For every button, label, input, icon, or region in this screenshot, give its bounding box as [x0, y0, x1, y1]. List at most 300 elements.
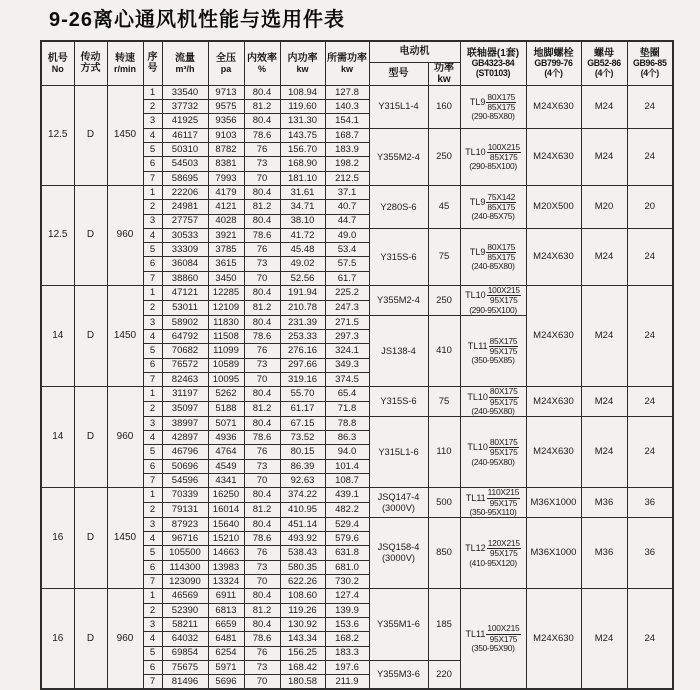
cell-speed: 1450 — [107, 286, 143, 387]
col-header-power-required — [325, 41, 369, 85]
col-header-nut — [581, 41, 627, 85]
cell-seq: 3 — [143, 416, 162, 430]
cell-power-required: 57.5 — [325, 257, 369, 271]
cell-power-internal: 61.17 — [280, 401, 325, 416]
cell-seq: 7 — [143, 372, 162, 386]
cell-flow: 70682 — [162, 344, 208, 358]
cell-seq: 7 — [143, 675, 162, 689]
cell-flow: 64792 — [162, 329, 208, 343]
cell-efficiency: 76 — [244, 243, 280, 257]
cell-power-required: 198.2 — [325, 157, 369, 171]
cell-pressure: 3921 — [208, 228, 244, 242]
cell-flow: 38997 — [162, 416, 208, 430]
motor-voltage-line: (3000V) — [381, 553, 416, 564]
cell-pressure: 16250 — [208, 488, 244, 503]
coupling-fraction-top: 80X175 — [489, 436, 518, 447]
cell-flow: 54503 — [162, 157, 208, 171]
header-line: m³/h — [175, 63, 195, 74]
cell-power-required: 140.3 — [325, 100, 369, 114]
coupling-note: (290-95X100) — [469, 304, 517, 315]
cell-flow: 54596 — [162, 473, 208, 487]
cell-power-internal: 38.10 — [280, 214, 325, 228]
cell-coupling — [460, 488, 526, 518]
cell-efficiency: 70 — [244, 271, 280, 285]
cell-power-required: 579.6 — [325, 532, 369, 546]
motor-model-line: JSQ158-4 — [377, 542, 420, 553]
cell-pressure: 3450 — [208, 271, 244, 285]
coupling-model: TL9 — [469, 196, 486, 207]
cell-nut: M24 — [581, 286, 627, 387]
cell-power-required: 168.2 — [325, 632, 369, 646]
cell-efficiency: 80.4 — [244, 589, 280, 603]
cell-efficiency: 78.6 — [244, 128, 280, 142]
cell-nut: M36 — [581, 517, 627, 588]
cell-power-required: 271.5 — [325, 315, 369, 329]
header-line: 螺母 — [594, 48, 614, 59]
table-row — [41, 85, 673, 99]
header-line: 方式 — [80, 63, 101, 75]
cell-efficiency: 80.4 — [244, 416, 280, 430]
cell-flow: 114300 — [162, 560, 208, 574]
cell-flow: 69854 — [162, 646, 208, 660]
cell-drive: D — [74, 85, 107, 185]
cell-power-internal: 410.95 — [280, 503, 325, 518]
cell-efficiency: 73 — [244, 157, 280, 171]
cell-efficiency: 80.4 — [244, 617, 280, 631]
coupling-fraction — [486, 243, 516, 263]
cell-pressure: 4549 — [208, 459, 244, 473]
coupling-fraction-top: 100X215 — [487, 285, 520, 296]
cell-nut: M24 — [581, 387, 627, 417]
header-line: GB52-86 — [587, 58, 621, 69]
cell-pressure: 4121 — [208, 200, 244, 214]
fan-performance-table — [40, 40, 674, 690]
cell-flow: 30533 — [162, 228, 208, 242]
cell-efficiency: 76 — [244, 646, 280, 660]
cell-washer: 36 — [627, 517, 673, 588]
cell-pressure: 6481 — [208, 632, 244, 646]
cell-efficiency: 78.6 — [244, 228, 280, 242]
coupling-fraction-top: 80X175 — [487, 91, 516, 102]
coupling-model: TL11 — [465, 492, 486, 503]
cell-power-required: 631.8 — [325, 546, 369, 560]
cell-pressure: 6911 — [208, 589, 244, 603]
cell-power-internal: 34.71 — [280, 200, 325, 214]
motor-model-line: Y355M3-6 — [377, 669, 420, 680]
cell-flow: 52390 — [162, 603, 208, 617]
cell-power-internal: 319.16 — [280, 372, 325, 386]
cell-seq: 2 — [143, 603, 162, 617]
cell-power-internal: 181.10 — [280, 171, 325, 185]
cell-motor-power: 110 — [428, 416, 460, 487]
col-header-efficiency — [244, 41, 280, 85]
cell-pressure: 14663 — [208, 546, 244, 560]
cell-flow: 64032 — [162, 632, 208, 646]
cell-flow: 87923 — [162, 517, 208, 531]
cell-seq: 2 — [143, 300, 162, 315]
cell-seq: 4 — [143, 431, 162, 445]
cell-anchor-bolt: M24X630 — [526, 286, 581, 387]
cell-flow: 46117 — [162, 128, 208, 142]
cell-flow: 27757 — [162, 214, 208, 228]
coupling-spec — [461, 488, 526, 508]
cell-anchor-bolt: M24X630 — [526, 228, 581, 285]
cell-nut: M24 — [581, 416, 627, 487]
cell-seq: 5 — [143, 546, 162, 560]
cell-efficiency: 76 — [244, 546, 280, 560]
cell-efficiency: 70 — [244, 171, 280, 185]
cell-power-internal: 41.72 — [280, 228, 325, 242]
cell-speed: 1450 — [107, 488, 143, 589]
cell-efficiency: 73 — [244, 560, 280, 574]
cell-flow: 58902 — [162, 315, 208, 329]
cell-flow: 31197 — [162, 387, 208, 402]
cell-motor-model — [369, 517, 428, 588]
col-header-coupling — [460, 41, 526, 85]
cell-pressure: 5696 — [208, 675, 244, 689]
cell-fan-no: 12.5 — [41, 85, 74, 185]
coupling-fraction-top: 100X215 — [487, 141, 520, 152]
cell-efficiency: 80.4 — [244, 286, 280, 301]
cell-seq: 3 — [143, 315, 162, 329]
cell-nut: M24 — [581, 589, 627, 689]
cell-motor-model — [369, 85, 428, 128]
cell-power-required: 86.3 — [325, 431, 369, 445]
cell-efficiency: 76 — [244, 445, 280, 459]
cell-pressure: 9103 — [208, 128, 244, 142]
cell-coupling — [460, 315, 526, 386]
cell-power-internal: 131.30 — [280, 114, 325, 128]
cell-seq: 2 — [143, 100, 162, 114]
cell-power-required: 349.3 — [325, 358, 369, 372]
cell-power-required: 37.1 — [325, 185, 369, 199]
cell-speed: 960 — [107, 185, 143, 285]
cell-washer: 24 — [627, 128, 673, 185]
cell-flow: 37732 — [162, 100, 208, 114]
cell-power-internal: 168.90 — [280, 157, 325, 171]
motor-model-line: Y315L1-6 — [378, 446, 419, 457]
cell-power-required: 225.2 — [325, 286, 369, 301]
cell-pressure: 4028 — [208, 214, 244, 228]
cell-coupling — [460, 517, 526, 588]
header-line: (ST0103) — [475, 68, 511, 79]
cell-flow: 46569 — [162, 589, 208, 603]
cell-motor-model — [369, 589, 428, 660]
cell-washer: 36 — [627, 488, 673, 518]
cell-power-internal: 374.22 — [280, 488, 325, 503]
cell-pressure: 5188 — [208, 401, 244, 416]
cell-pressure: 16014 — [208, 503, 244, 518]
cell-pressure: 10589 — [208, 358, 244, 372]
cell-anchor-bolt: M24X630 — [526, 85, 581, 128]
cell-motor-power: 75 — [428, 387, 460, 417]
cell-nut: M24 — [581, 85, 627, 128]
header-line: (4个) — [594, 68, 614, 79]
coupling-fraction-bottom: 95X175 — [489, 548, 518, 559]
coupling-spec — [461, 93, 526, 113]
cell-power-internal: 31.61 — [280, 185, 325, 199]
coupling-note: (240-85X75) — [471, 211, 515, 222]
cell-power-required: 49.0 — [325, 228, 369, 242]
cell-seq: 2 — [143, 401, 162, 416]
coupling-fraction-bottom: 95X175 — [489, 396, 518, 407]
cell-power-required: 101.4 — [325, 459, 369, 473]
cell-fan-no: 16 — [41, 589, 74, 689]
coupling-fraction — [487, 286, 521, 306]
cell-seq: 7 — [143, 271, 162, 285]
cell-power-required: 71.8 — [325, 401, 369, 416]
cell-motor-power: 410 — [428, 315, 460, 386]
cell-anchor-bolt: M36X1000 — [526, 488, 581, 518]
cell-pressure: 3615 — [208, 257, 244, 271]
cell-flow: 33540 — [162, 85, 208, 99]
cell-seq: 5 — [143, 445, 162, 459]
cell-flow: 53011 — [162, 300, 208, 315]
cell-power-internal: 297.66 — [280, 358, 325, 372]
col-header-seq — [143, 41, 162, 85]
cell-anchor-bolt: M24X630 — [526, 416, 581, 487]
header-line: 垫圈 — [639, 48, 660, 59]
coupling-note: (290-85X100) — [469, 161, 517, 172]
cell-washer: 20 — [627, 185, 673, 228]
header-line: 所需功率 — [327, 52, 367, 64]
cell-pressure: 4764 — [208, 445, 244, 459]
coupling-note: (240-95X80) — [471, 405, 515, 416]
cell-pressure: 6813 — [208, 603, 244, 617]
cell-flow: 41925 — [162, 114, 208, 128]
cell-seq: 6 — [143, 660, 162, 674]
cell-washer: 24 — [627, 286, 673, 387]
coupling-fraction — [486, 93, 516, 113]
cell-seq: 3 — [143, 617, 162, 631]
coupling-model: TL10 — [467, 391, 488, 402]
coupling-spec — [461, 337, 526, 357]
coupling-fraction-bottom: 85X175 — [489, 151, 518, 162]
coupling-note: (240-85X80) — [471, 261, 515, 272]
cell-seq: 5 — [143, 143, 162, 157]
cell-drive: D — [74, 185, 107, 285]
cell-pressure: 11508 — [208, 329, 244, 343]
cell-pressure: 9575 — [208, 100, 244, 114]
motor-model-line: Y315L1-4 — [378, 101, 419, 112]
cell-flow: 47121 — [162, 286, 208, 301]
coupling-fraction-top: 80X175 — [487, 241, 516, 252]
header-line: 转速 — [115, 52, 135, 64]
header-line: 联轴器(1套) — [466, 48, 520, 59]
cell-anchor-bolt: M24X630 — [526, 387, 581, 417]
header-line: 内功率 — [287, 52, 318, 64]
cell-seq: 5 — [143, 646, 162, 660]
cell-coupling — [460, 85, 526, 128]
coupling-fraction — [489, 387, 519, 407]
cell-flow: 96716 — [162, 532, 208, 546]
cell-pressure: 7993 — [208, 171, 244, 185]
table-row — [41, 185, 673, 199]
cell-coupling — [460, 185, 526, 228]
cell-seq: 4 — [143, 329, 162, 343]
cell-power-internal: 180.58 — [280, 675, 325, 689]
cell-flow: 50696 — [162, 459, 208, 473]
cell-flow: 75675 — [162, 660, 208, 674]
cell-efficiency: 76 — [244, 344, 280, 358]
cell-power-required: 139.9 — [325, 603, 369, 617]
col-header-motor-group: 电动机 — [369, 41, 460, 62]
coupling-fraction — [486, 624, 520, 644]
cell-efficiency: 73 — [244, 358, 280, 372]
cell-power-internal: 108.60 — [280, 589, 325, 603]
cell-power-required: 212.5 — [325, 171, 369, 185]
motor-voltage-line: (3000V) — [381, 502, 416, 513]
cell-motor-power: 250 — [428, 128, 460, 185]
cell-motor-model — [369, 416, 428, 487]
cell-anchor-bolt: M36X1000 — [526, 517, 581, 588]
cell-motor-model — [369, 128, 428, 185]
cell-fan-no: 12.5 — [41, 185, 74, 285]
cell-efficiency: 70 — [244, 575, 280, 589]
cell-seq: 3 — [143, 114, 162, 128]
table-body — [41, 85, 673, 689]
cell-seq: 5 — [143, 344, 162, 358]
header-line: % — [257, 63, 266, 74]
cell-drive: D — [74, 286, 107, 387]
page-title: 9-26离心通风机性能与选用件表 — [49, 9, 346, 31]
cell-anchor-bolt: M24X630 — [526, 128, 581, 185]
cell-motor-model — [369, 488, 428, 518]
cell-efficiency: 80.4 — [244, 185, 280, 199]
cell-coupling — [460, 128, 526, 185]
cell-motor-power: 250 — [428, 286, 460, 316]
cell-power-internal: 622.26 — [280, 575, 325, 589]
coupling-note: (350-95X85) — [471, 355, 515, 366]
cell-power-internal: 45.48 — [280, 243, 325, 257]
cell-flow: 22206 — [162, 185, 208, 199]
cell-seq: 4 — [143, 632, 162, 646]
header-line: 全压 — [216, 52, 236, 64]
cell-power-required: 78.8 — [325, 416, 369, 430]
cell-efficiency: 70 — [244, 675, 280, 689]
coupling-fraction-bottom: 85X175 — [487, 252, 516, 263]
cell-power-required: 297.3 — [325, 329, 369, 343]
cell-pressure: 4936 — [208, 431, 244, 445]
cell-coupling — [460, 416, 526, 487]
cell-motor-power: 75 — [428, 228, 460, 285]
header-line: 地脚螺栓 — [533, 48, 574, 59]
cell-power-required: 61.7 — [325, 271, 369, 285]
cell-power-internal: 253.33 — [280, 329, 325, 343]
cell-power-internal: 143.34 — [280, 632, 325, 646]
header-line: 号 — [147, 63, 158, 75]
cell-flow: 33309 — [162, 243, 208, 257]
cell-seq: 4 — [143, 128, 162, 142]
cell-seq: 3 — [143, 214, 162, 228]
cell-pressure: 8381 — [208, 157, 244, 171]
cell-pressure: 10095 — [208, 372, 244, 386]
coupling-model: TL9 — [469, 96, 486, 107]
header-line: (4个) — [544, 68, 563, 79]
col-header-washer — [627, 41, 673, 85]
cell-flow: 58695 — [162, 171, 208, 185]
cell-nut: M24 — [581, 228, 627, 285]
cell-power-internal: 73.52 — [280, 431, 325, 445]
coupling-model: TL11 — [465, 628, 486, 639]
cell-power-internal: 538.43 — [280, 546, 325, 560]
col-header-drive — [74, 41, 107, 85]
cell-efficiency: 78.6 — [244, 632, 280, 646]
cell-power-required: 482.2 — [325, 503, 369, 518]
coupling-fraction — [487, 539, 521, 559]
cell-power-required: 127.8 — [325, 85, 369, 99]
cell-efficiency: 81.2 — [244, 300, 280, 315]
cell-pressure: 13983 — [208, 560, 244, 574]
coupling-note: (350-95X110) — [469, 507, 517, 518]
cell-pressure: 11830 — [208, 315, 244, 329]
cell-flow: 38860 — [162, 271, 208, 285]
cell-flow: 50310 — [162, 143, 208, 157]
cell-motor-model — [369, 315, 428, 386]
cell-efficiency: 81.2 — [244, 200, 280, 214]
cell-seq: 6 — [143, 358, 162, 372]
cell-pressure: 4341 — [208, 473, 244, 487]
coupling-note: (350-95X90) — [471, 643, 515, 654]
cell-coupling — [460, 589, 526, 689]
cell-seq: 1 — [143, 286, 162, 301]
cell-drive: D — [74, 488, 107, 589]
cell-speed: 1450 — [107, 85, 143, 185]
coupling-model: TL11 — [467, 340, 488, 351]
cell-seq: 5 — [143, 243, 162, 257]
header-line: kw — [296, 63, 309, 74]
cell-seq: 1 — [143, 185, 162, 199]
cell-flow: 76572 — [162, 358, 208, 372]
cell-washer: 24 — [627, 416, 673, 487]
cell-pressure: 12285 — [208, 286, 244, 301]
cell-pressure: 4179 — [208, 185, 244, 199]
cell-efficiency: 81.2 — [244, 401, 280, 416]
cell-seq: 6 — [143, 560, 162, 574]
table-row — [41, 387, 673, 402]
cell-power-required: 681.0 — [325, 560, 369, 574]
coupling-fraction — [487, 143, 521, 163]
cell-flow: 36084 — [162, 257, 208, 271]
header-line: GB96-85 — [632, 58, 667, 69]
cell-flow: 46796 — [162, 445, 208, 459]
motor-model-line: Y355M1-6 — [377, 619, 420, 630]
cell-efficiency: 80.4 — [244, 387, 280, 402]
cell-efficiency: 78.6 — [244, 431, 280, 445]
cell-fan-no: 14 — [41, 387, 74, 488]
header-line: GB4323-84 — [471, 58, 515, 69]
coupling-fraction-bottom: 85X175 — [487, 101, 516, 112]
motor-model-line: Y280S-6 — [380, 201, 417, 212]
cell-power-internal: 67.15 — [280, 416, 325, 430]
cell-seq: 2 — [143, 503, 162, 518]
cell-power-required: 154.1 — [325, 114, 369, 128]
col-header-pressure — [208, 41, 244, 85]
col-header-speed — [107, 41, 143, 85]
coupling-spec — [461, 438, 526, 458]
cell-power-internal: 55.70 — [280, 387, 325, 402]
coupling-spec — [461, 539, 526, 559]
cell-flow: 42897 — [162, 431, 208, 445]
coupling-fraction-top: 120X215 — [487, 537, 520, 548]
coupling-fraction-bottom: 95X175 — [489, 633, 518, 644]
cell-flow: 81496 — [162, 675, 208, 689]
coupling-model: TL9 — [469, 247, 486, 258]
cell-nut: M24 — [581, 128, 627, 185]
cell-coupling — [460, 387, 526, 417]
cell-power-internal: 130.92 — [280, 617, 325, 631]
cell-washer: 24 — [627, 589, 673, 689]
